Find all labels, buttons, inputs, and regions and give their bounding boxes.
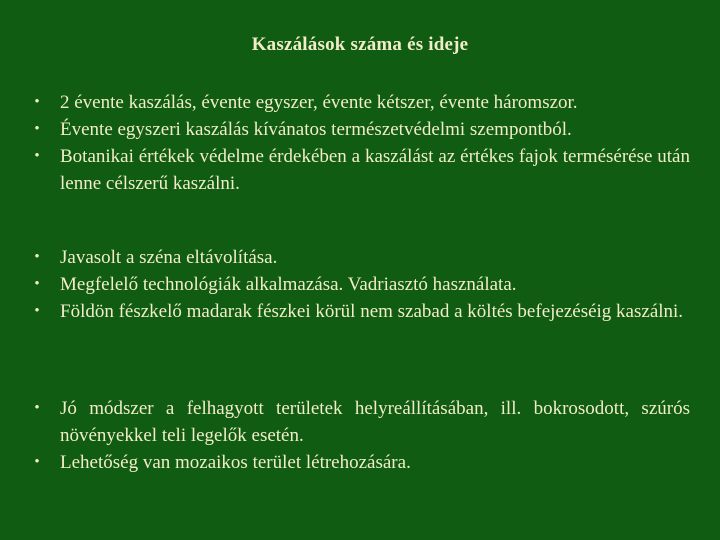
bullet-text: Javasolt a széna eltávolítása. <box>60 247 278 268</box>
bullet-item <box>30 298 690 325</box>
bullet-item <box>30 244 690 271</box>
bullet-text: Évente egyszeri kaszálás kívánatos természetvédelmi szempontból. <box>60 119 572 140</box>
bullet-text: Földön fészkelő madarak fészkei körül nem szabad a költés befejezéséig kaszálni. <box>60 301 684 322</box>
bullet-group-2 <box>30 244 690 325</box>
bullet-text: Megfelelő technológiák alkalmazása. Vadriasztó használata. <box>60 274 517 295</box>
slide-title: Kaszálások száma és ideje <box>251 34 469 55</box>
bullet-item <box>30 395 690 449</box>
bullet-icon: • <box>34 454 40 470</box>
bullet-text: Lehetőség van mozaikos terület létrehozására. <box>60 452 411 473</box>
bullet-item <box>30 89 690 116</box>
bullet-item <box>30 271 690 298</box>
bullet-item <box>30 143 690 197</box>
bullet-icon: • <box>34 94 40 110</box>
bullet-icon: • <box>34 400 40 416</box>
bullet-icon: • <box>34 276 40 292</box>
bullet-text: Botanikai értékek védelme érdekében a kaszálást az értékes fajok termésérése után lenne célszerű kaszálni. <box>60 146 690 194</box>
bullet-icon: • <box>34 303 40 319</box>
bullet-text: 2 évente kaszálás, évente egyszer, évente kétszer, évente háromszor. <box>60 92 578 113</box>
bullet-group-1 <box>30 89 690 197</box>
bullet-icon: • <box>34 148 40 164</box>
bullet-icon: • <box>34 121 40 137</box>
bullet-item <box>30 116 690 143</box>
bullet-item <box>30 449 690 476</box>
bullet-group-3 <box>30 395 690 476</box>
bullet-text: Jó módszer a felhagyott területek helyreállításában, ill. bokrosodott, szúrós növényekkel teli legelők esetén. <box>60 398 690 446</box>
bullet-icon: • <box>34 249 40 265</box>
